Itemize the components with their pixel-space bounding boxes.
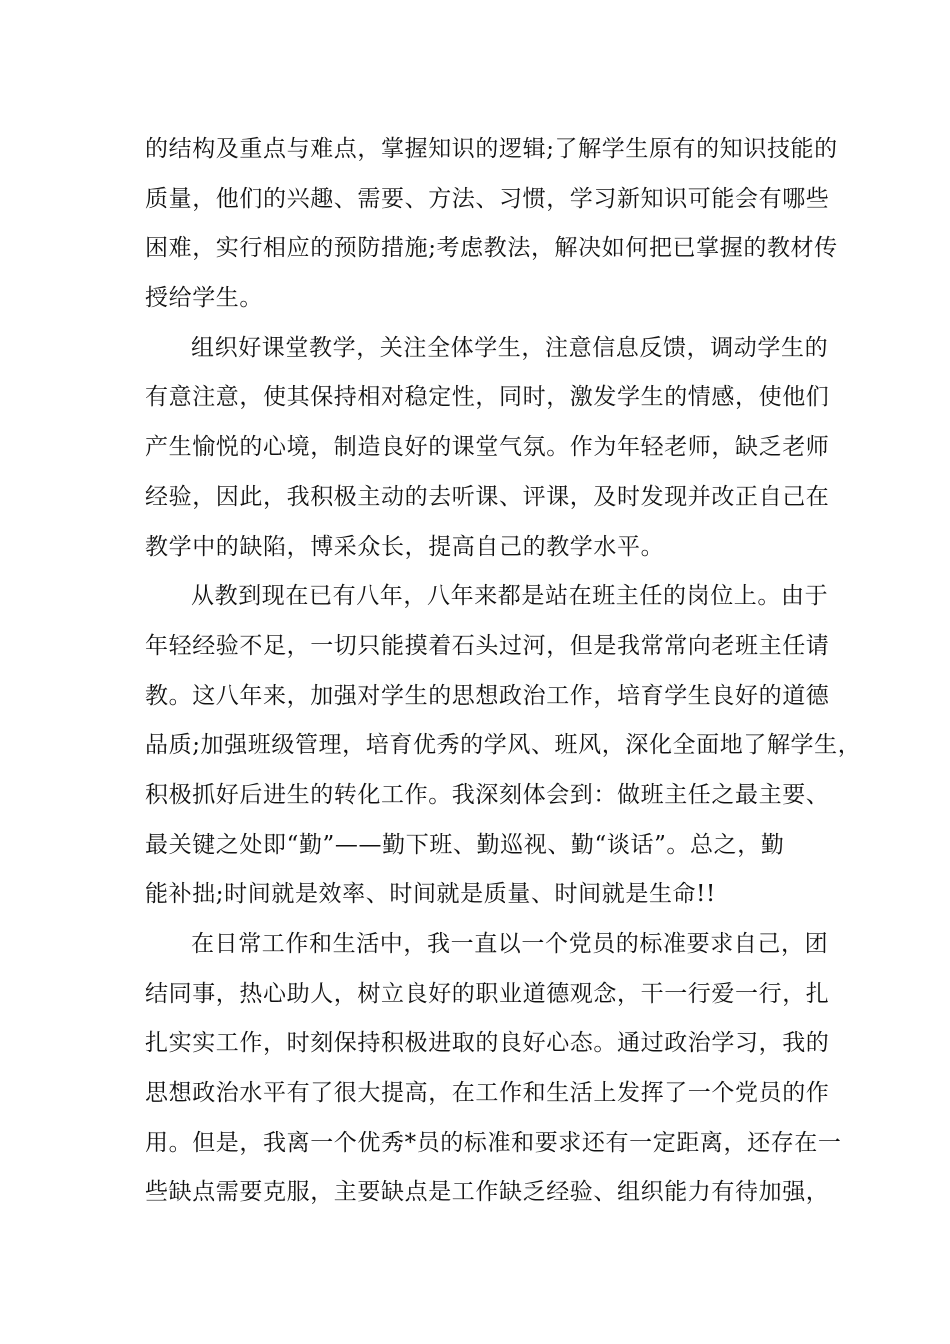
text-line: 积极抓好后进生的转化工作。我深刻体会到：做班主任之最主要、 [145, 781, 830, 808]
text-line: 扎实实工作，时刻保持积极进取的良好心态。通过政治学习，我的 [145, 1030, 830, 1057]
text-line: 思想政治水平有了很大提高，在工作和生活上发挥了一个党员的作 [145, 1080, 830, 1107]
paragraph-1 [145, 125, 838, 324]
text-line: 产生愉悦的心境，制造良好的课堂气氛。作为年轻老师，缺乏老师 [145, 434, 830, 461]
body-text [145, 125, 862, 1218]
text-line: 有意注意，使其保持相对稳定性，同时，激发学生的情感，使他们 [145, 384, 830, 411]
text-line: 质量，他们的兴趣、需要、方法、习惯，学习新知识可能会有哪些 [145, 185, 830, 212]
paragraph-2 [145, 324, 830, 572]
text-line: 授给学生。 [145, 285, 263, 312]
text-line: 最关键之处即“勤”——勤下班、勤巡视、勤“谈话”。总之，勤 [145, 831, 785, 858]
paragraph-4 [145, 920, 842, 1218]
text-line: 能补拙;时间就是效率、时间就是质量、时间就是生命!! [145, 881, 716, 908]
text-line: 教学中的缺陷，博采众长，提高自己的教学水平。 [145, 533, 665, 560]
text-line: 从教到现在已有八年，八年来都是站在班主任的岗位上。由于 [191, 583, 829, 610]
text-line: 在日常工作和生活中，我一直以一个党员的标准要求自己，团 [191, 931, 829, 957]
text-line: 年轻经验不足，一切只能摸着石头过河，但是我常常向老班主任请 [145, 632, 830, 659]
text-line: 些缺点需要克服，主要缺点是工作缺乏经验、组织能力有待加强， [145, 1179, 830, 1206]
text-line: 经验，因此，我积极主动的去听课、评课，及时发现并改正自己在 [145, 483, 830, 510]
text-line: 用。但是，我离一个优秀*员的标准和要求还有一定距离，还存在一 [145, 1129, 842, 1156]
text-line: 的结构及重点与难点，掌握知识的逻辑;了解学生原有的知识技能的 [145, 136, 838, 162]
text-line: 困难，实行相应的预防措施;考虑教法，解决如何把已掌握的教材传 [145, 235, 838, 262]
paragraph-3 [145, 572, 862, 920]
text-line: 教。这八年来，加强对学生的思想政治工作，培育学生良好的道德 [145, 682, 830, 709]
text-line: 结同事，热心助人，树立良好的职业道德观念，干一行爱一行，扎 [145, 980, 830, 1007]
text-line: 组织好课堂教学，关注全体学生，注意信息反馈，调动学生的 [191, 334, 829, 361]
text-line: 品质;加强班级管理，培育优秀的学风、班风，深化全面地了解学生， [145, 732, 862, 759]
